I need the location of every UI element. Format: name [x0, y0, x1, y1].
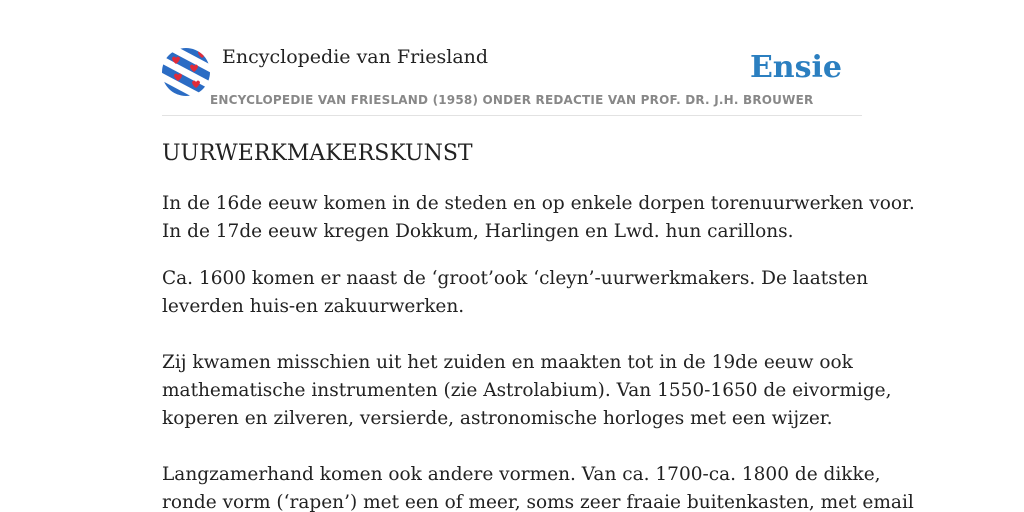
paragraph-line: mathematische instrumenten (zie Astrolabium). Van 1550-1650 de eivormige,	[162, 380, 892, 401]
paragraph	[162, 461, 914, 512]
paragraph-line: ronde vorm (‘rapen’) met een of meer, soms zeer fraaie buitenkasten, met email	[162, 492, 914, 512]
paragraph	[162, 265, 868, 321]
paragraph-line: In de 16de eeuw komen in de steden en op enkele dorpen torenuurwerken voor.	[162, 193, 915, 214]
paragraph-line: Ca. 1600 komen er naast de ‘groot’ook ‘cleyn’-uurwerkmakers. De laatsten	[162, 268, 868, 289]
paragraph-line: Zij kwamen misschien uit het zuiden en maakten tot in de 19de eeuw ook	[162, 352, 853, 373]
article-title: UURWERKMAKERSKUNST	[162, 141, 473, 166]
paragraph-line: koperen en zilveren, versierde, astronomische horloges met een wijzer.	[162, 408, 833, 429]
paragraph	[162, 190, 915, 246]
paragraph-line: In de 17de eeuw kregen Dokkum, Harlingen en Lwd. hun carillons.	[162, 221, 794, 242]
site-title[interactable]: Encyclopedie van Friesland	[222, 46, 489, 68]
article	[162, 138, 915, 512]
ensie-logo[interactable]: Ensie	[749, 50, 842, 85]
site-header	[162, 44, 862, 116]
frisian-flag-icon[interactable]	[162, 48, 210, 96]
paragraph	[162, 349, 892, 433]
paragraph-line: leverden huis-en zakuurwerken.	[162, 296, 465, 317]
paragraph-line: Langzamerhand komen ook andere vormen. Van ca. 1700-ca. 1800 de dikke,	[162, 464, 881, 485]
site-subtitle: ENCYCLOPEDIE VAN FRIESLAND (1958) ONDER REDACTIE VAN PROF. DR. J.H. BROUWER	[210, 93, 814, 107]
